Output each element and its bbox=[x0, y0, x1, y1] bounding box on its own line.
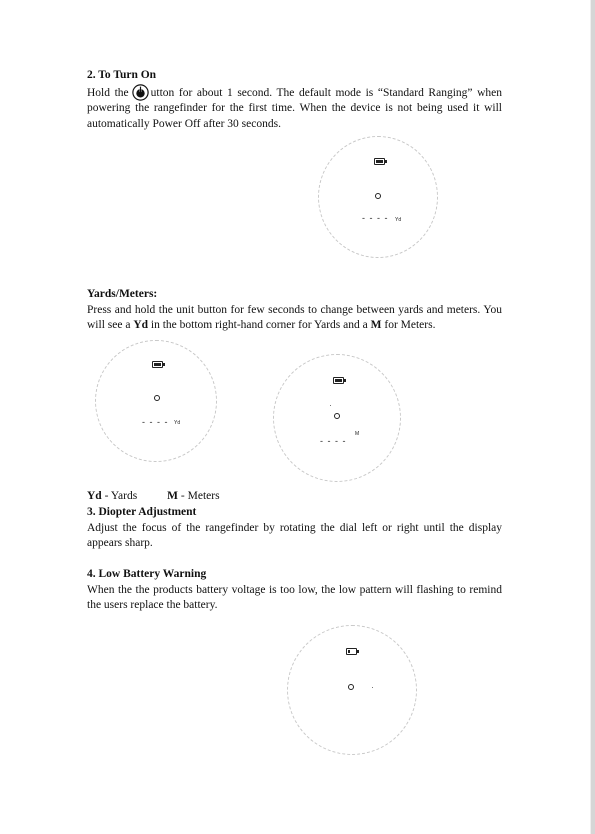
turn-on-paragraph bbox=[87, 84, 502, 133]
yards-meters-text-2: in the bottom right-hand corner for Yards and a bbox=[150, 319, 368, 331]
section-diopter bbox=[87, 505, 502, 552]
display-dial-low-battery bbox=[287, 625, 417, 755]
diopter-paragraph: Adjust the focus of the rangefinder by rotating the dial left or right until the display appears sharp. bbox=[87, 521, 502, 549]
reticle-circle-icon bbox=[375, 193, 381, 199]
legend-yd-text: - Yards bbox=[104, 490, 138, 502]
low-battery-paragraph: When the the products battery voltage is too low, the low pattern will flashing to remind the users replace the battery. bbox=[87, 583, 502, 611]
yards-meters-text-1: Press and hold the unit button for few seconds to change between yards and meters. You will see a bbox=[87, 303, 502, 331]
battery-icon bbox=[152, 361, 163, 368]
distance-dashes: - - - - bbox=[142, 417, 169, 427]
display-dial-standard bbox=[318, 136, 438, 258]
section-heading-turn-on: 2. To Turn On bbox=[87, 69, 157, 81]
display-dial-yards bbox=[95, 340, 217, 462]
yards-meters-text-3: for Meters. bbox=[384, 319, 436, 331]
unit-legend bbox=[87, 490, 220, 502]
distance-dashes: - - - - bbox=[362, 213, 389, 223]
power-button-icon bbox=[132, 84, 149, 101]
section-yards-meters bbox=[87, 287, 502, 334]
section-heading-yards-meters: Yards/Meters: bbox=[87, 288, 158, 300]
battery-level-full bbox=[376, 160, 383, 163]
battery-icon bbox=[333, 377, 344, 384]
legend-yd-abbr: Yd bbox=[87, 490, 102, 502]
section-heading-diopter: 3. Diopter Adjustment bbox=[87, 506, 197, 518]
display-dial-meters bbox=[273, 354, 401, 482]
unit-label-yards: Yd bbox=[174, 420, 181, 426]
section-low-battery bbox=[87, 567, 502, 614]
reticle-circle-icon bbox=[334, 413, 340, 419]
reticle-circle-icon bbox=[348, 684, 354, 690]
turn-on-text-after: utton for about 1 second. The default mode is “Standard Ranging” when powering the rangefinder for the first time. When the device is not being used it will automatically Power Off after 30 seconds. bbox=[87, 86, 502, 130]
display-dot bbox=[372, 687, 373, 688]
legend-m-abbr: M bbox=[167, 490, 179, 502]
yards-meters-paragraph bbox=[87, 303, 502, 334]
reticle-circle-icon bbox=[154, 395, 160, 401]
unit-label-meters: M bbox=[355, 431, 360, 437]
display-dot bbox=[330, 405, 331, 406]
battery-level-full bbox=[335, 379, 342, 382]
battery-level-full bbox=[154, 363, 161, 366]
yards-abbr: Yd bbox=[133, 319, 149, 331]
legend-m-text: - Meters bbox=[180, 490, 220, 502]
battery-icon bbox=[346, 648, 357, 655]
turn-on-text-before: Hold the bbox=[87, 86, 129, 99]
section-heading-low-battery: 4. Low Battery Warning bbox=[87, 568, 207, 580]
battery-icon bbox=[374, 158, 385, 165]
meters-abbr: M bbox=[370, 319, 382, 331]
page-edge bbox=[591, 0, 595, 834]
section-turn-on bbox=[87, 68, 502, 132]
unit-label: Yd bbox=[395, 217, 402, 223]
battery-level-low bbox=[348, 650, 350, 653]
distance-dashes: - - - - bbox=[320, 436, 347, 446]
